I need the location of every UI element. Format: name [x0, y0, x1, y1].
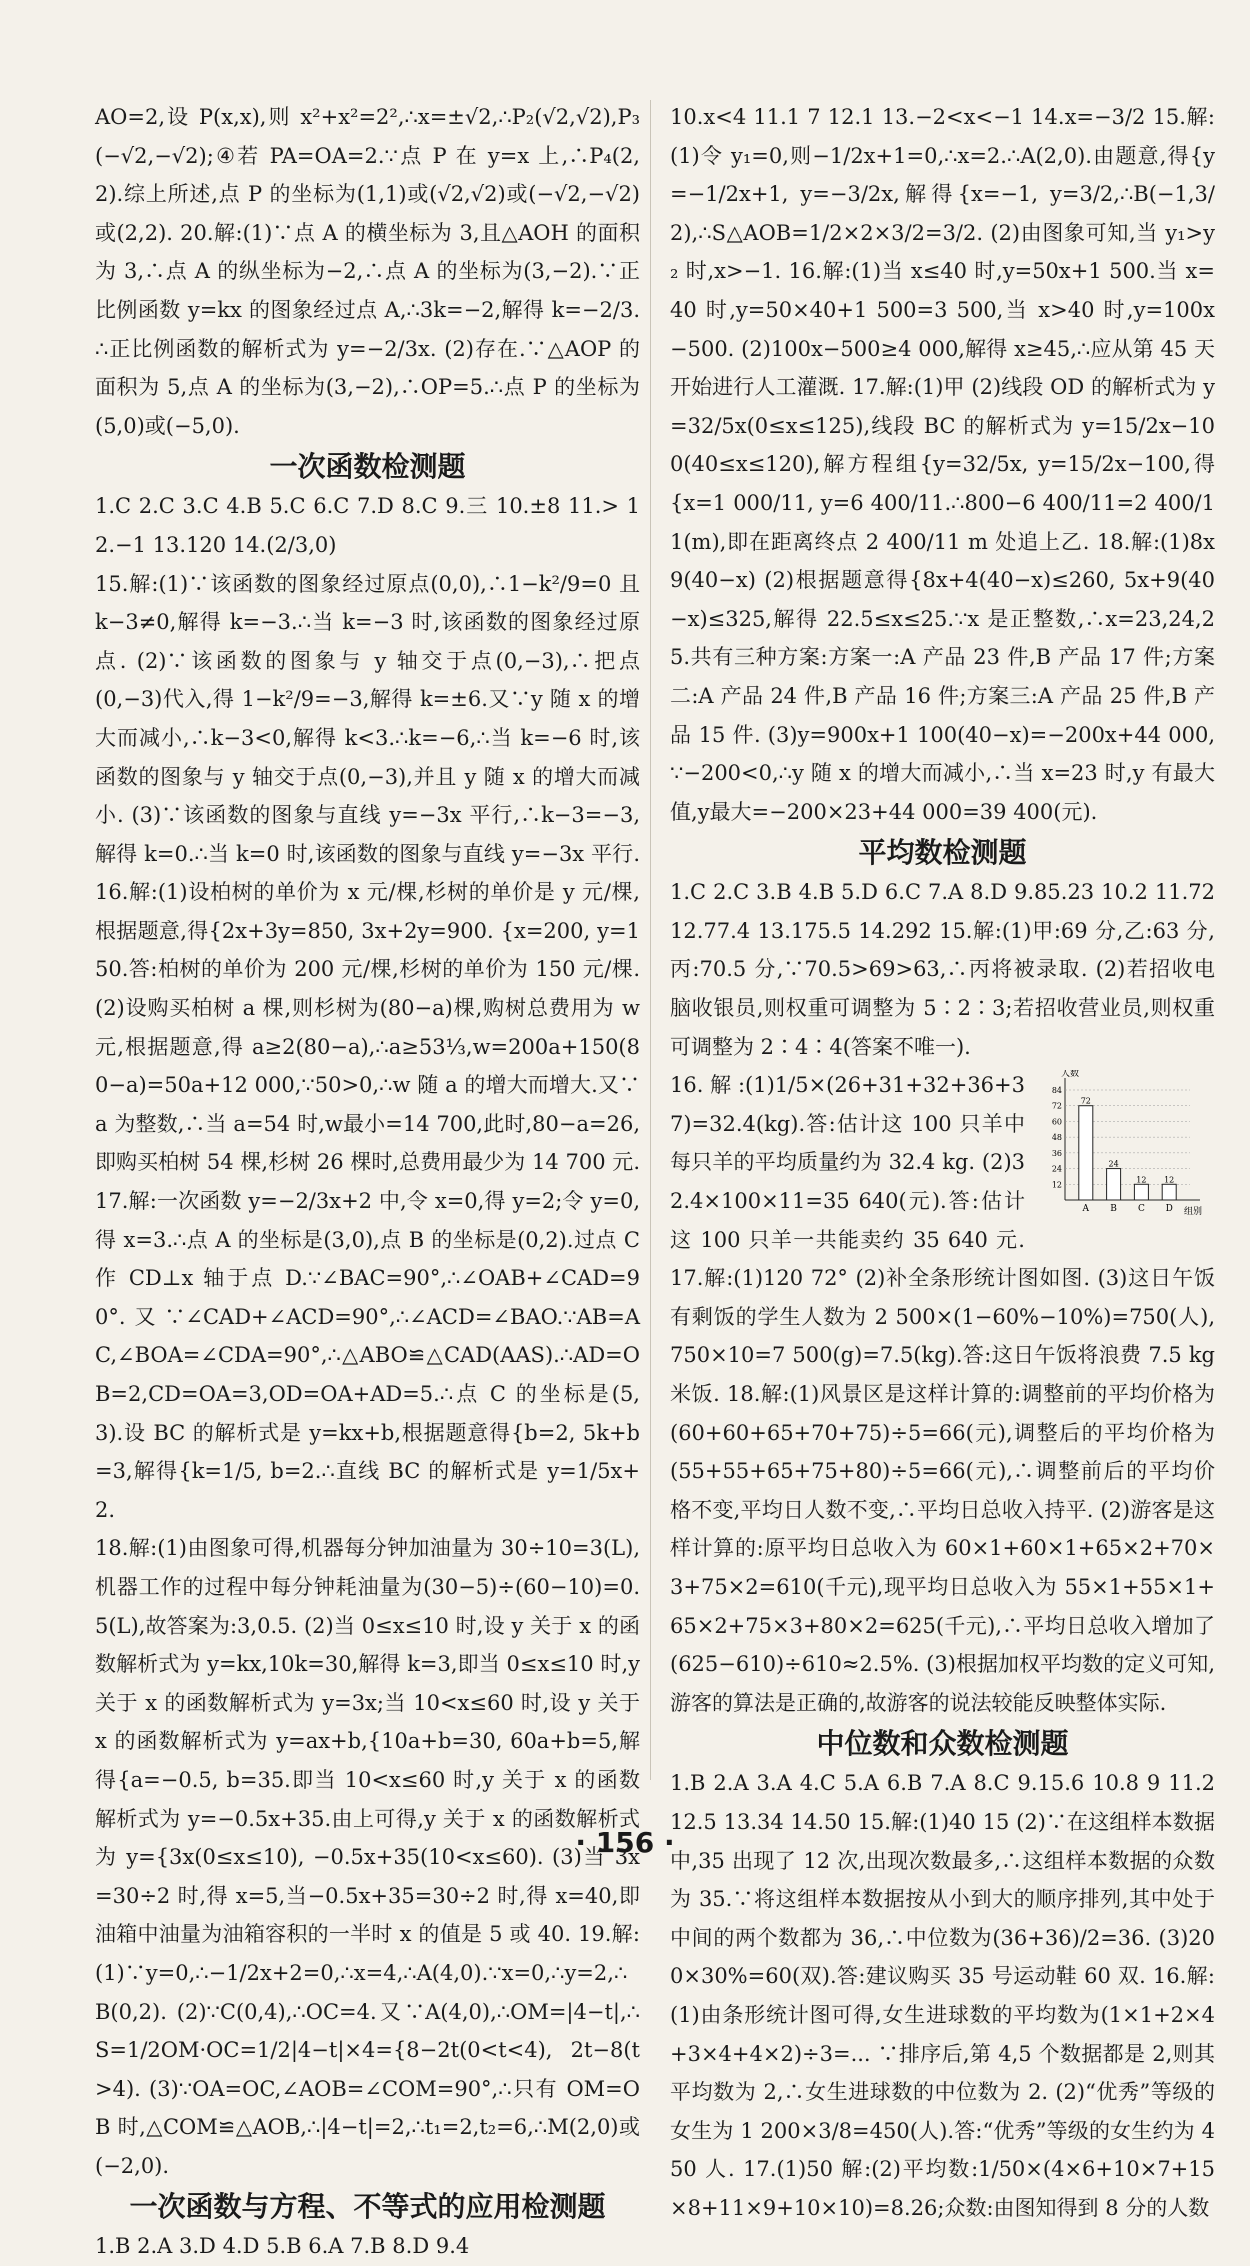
data-label: 12: [1164, 1175, 1175, 1185]
answer-paragraph: 10.x<4 11.1 7 12.1 13.−2<x<−1 14.x=−3/2 15.解:(1)令 y₁=0,则−1/2x+1=0,∴x=2.∴A(2,0).由题意,得{y=−1/2x+1, y=−3/2x,解得{x=−1, y=3/2,∴B(−1,3/2),∴S△AOB=1/2×2×3/2=3/2. (2)由图象可知,当 y₁>y₂ 时,x>−1. 16.解:(1)当 x≤40 时,y=50x+1 500.当 x=40 时,y=50×40+1 500=3 500,当 x>40 时,y=100x−500. (2)100x−500≥4 000,解得 x≥45,∴应从第 45 天开始进行人工灌溉. 17.解:(1)甲 (2)线段 OD 的解析式为 y=32/5x(0≤x≤125),线段 BC 的解析式为 y=15/2x−100(40≤x≤120),解方程组{y=32/5x, y=15/2x−100,得{x=1 000/11, y=6 400/11.∴800−6 400/11=2 400/11(m),即在距离终点 2 400/11 m 处追上乙. 18.解:(1)8x 9(40−x) (2)根据题意得{8x+4(40−x)≤260, 5x+9(40−x)≤325,解得 22.5≤x≤25.∵x 是正整数,∴x=23,24,25.共有三种方案:方案一:A 产品 23 件,B 产品 17 件;方案二:A 产品 24 件,B 产品 16 件;方案三:A 产品 25 件,B 产品 15 件. (3)y=900x+1 100(40−x)=−200x+44 000,∵−200<0,∴y 随 x 的增大而减小,∴当 x=23 时,y 有最大值,y最大=−200×23+44 000=39 400(元).: [670, 105, 1215, 824]
answer-paragraph: 1.C 2.C 3.B 4.B 5.D 6.C 7.A 8.D 9.85.23 10.2 11.72 12.77.4 13.175.5 14.292 15.解:(1)甲:69 分,乙:63 分,丙:70.5 分,∵70.5>69>63,∴丙将被录取. (2)若招收电脑收银员,则权重可调整为 5∶2∶3;若招收营业员,则权重可调整为 2∶4∶4(答案不唯一).: [670, 880, 1215, 1059]
y-tick-label: 48: [1051, 1133, 1062, 1143]
bar: [1162, 1185, 1176, 1201]
column-divider: [650, 100, 651, 1780]
answer-paragraph: 18.解:(1)由图象可得,机器每分钟加油量为 30÷10=3(L),机器工作的过程中每分钟耗油量为(30−5)÷(60−10)=0.5(L),故答案为:3,0.5. (2)当 0≤x≤10 时,设 y 关于 x 的函数解析式为 y=kx,10k=30,解得 k=3,即当 0≤x≤10 时,y 关于 x 的函数解析式为 y=3x;当 10<x≤60 时,设 y 关于 x 的函数解析式为 y=ax+b,{10a+b=30, 60a+b=5,解得{a=−0.5, b=35.即当 10<x≤60 时,y 关于 x 的函数解析式为 y=−0.5x+35.由上可得,y 关于 x 的函数解析式为 y={3x(0≤x≤10), −0.5x+35(10<x≤60). (3)当 3x=30÷2 时,得 x=5,当−0.5x+35=30÷2 时,得 x=40,即油箱中油量为油箱容积的一半时 x 的值是 5 或 40. 19.解:(1)∵y=0,∴−1/2x+2=0,∴x=4,∴A(4,0).∵x=0,∴y=2,∴B(0,2). (2)∵C(0,4),∴OC=4.又∵A(4,0),∴OM=|4−t|,∴S=1/2OM·OC=1/2|4−t|×4={8−2t(0<t<4), 2t−8(t>4). (3)∵OA=OC,∠AOB=∠COM=90°,∴只有 OM=OB 时,△COM≌△AOB,∴|4−t|=2,∴t₁=2,t₂=6,∴M(2,0)或(−2,0).: [95, 1536, 640, 2178]
answer-paragraph: 1.B 2.A 3.D 4.D 5.B 6.A 7.B 8.D 9.4: [95, 2234, 470, 2259]
y-tick-label: 84: [1051, 1086, 1062, 1096]
y-tick-label: 12: [1051, 1180, 1062, 1190]
x-tick-label: D: [1165, 1204, 1173, 1215]
y-tick-label: 72: [1051, 1101, 1062, 1111]
section-title: 中位数和众数检测题: [816, 1727, 1069, 1761]
y-tick-label: 60: [1051, 1117, 1062, 1127]
answer-paragraph: AO=2,设 P(x,x),则 x²+x²=2²,∴x=±√2,∴P₂(√2,√2),P₃(−√2,−√2);④若 PA=OA=2.∵点 P 在 y=x 上,∴P₄(2,2).综上所述,点 P 的坐标为(1,1)或(√2,√2)或(−√2,−√2)或(2,2). 20.解:(1)∵点 A 的横坐标为 3,且△AOH 的面积为 3,∴点 A 的纵坐标为−2,∴点 A 的坐标为(3,−2).∵正比例函数 y=kx 的图象经过点 A,∴3k=−2,解得 k=−2/3.∴正比例函数的解析式为 y=−2/3x. (2)存在.∵△AOP 的面积为 5,点 A 的坐标为(3,−2),∴OP=5.∴点 P 的坐标为(5,0)或(−5,0).: [95, 105, 640, 438]
right-column: [670, 98, 1215, 2227]
section-title: 平均数检测题: [858, 836, 1027, 870]
section-title: 一次函数与方程、不等式的应用检测题: [129, 2190, 606, 2224]
bar: [1107, 1169, 1121, 1200]
y-axis-label: 人数: [1061, 1070, 1080, 1080]
section-title: 一次函数检测题: [269, 450, 466, 484]
x-tick-label: B: [1110, 1204, 1117, 1215]
y-tick-label: 24: [1051, 1164, 1062, 1174]
x-tick-label: C: [1137, 1204, 1145, 1215]
x-tick-label: A: [1082, 1204, 1090, 1215]
data-label: 12: [1136, 1175, 1147, 1185]
left-column: [95, 98, 640, 2266]
answer-paragraph: 1.C 2.C 3.C 4.B 5.C 6.C 7.D 8.C 9.三 10.±8 11.> 12.−1 13.120 14.(2/3,0): [95, 494, 640, 557]
page-number: · 156 ·: [575, 1826, 675, 1859]
data-label: 24: [1108, 1159, 1119, 1169]
x-axis-label: 组别: [1184, 1207, 1203, 1218]
data-label: 72: [1080, 1096, 1091, 1106]
answer-paragraph: 16.解:(1)1/5×(26+31+32+36+37)=32.4(kg).答:估计这 100 只羊中每只羊的平均质量约为 32.4 kg. (2)32.4×100×11=35 640(元).答:估计这 100 只羊一共能卖约 35 640 元. 17.解:(1)120 72° (2)补全条形统计图如图. (3)这日午饭有剩饭的学生人数为 2 500×(1−60%−10%)=750(人),750×10=7 500(g)=7.5(kg).答:这日午饭将浪费 7.5 kg 米饭. 18.解:(1)风景区是这样计算的:调整前的平均价格为(60+60+65+70+75)÷5=66(元),调整后的平均价格为(55+55+65+75+80)÷5=66(元),∴调整前后的平均价格不变,平均日人数不变,∴平均日总收入持平. (2)游客是这样计算的:原平均日总收入为 60×1+60×1+65×2+70×3+75×2=610(千元),现平均日总收入为 55×1+55×1+65×2+75×3+80×2=625(千元),∴平均日总收入增加了(625−610)÷610≈2.5%. (3)根据加权平均数的定义可知,游客的算法是正确的,故游客的说法较能反映整体实际.: [670, 1073, 1215, 1715]
y-tick-label: 36: [1051, 1149, 1062, 1159]
answer-paragraph: 15.解:(1)∵该函数的图象经过原点(0,0),∴1−k²/9=0 且 k−3≠0,解得 k=−3.∴当 k=−3 时,该函数的图象经过原点. (2)∵该函数的图象与 y 轴交于点(0,−3),∴把点(0,−3)代入,得 1−k²/9=−3,解得 k=±6.又∵y 随 x 的增大而减小,∴k−3<0,解得 k<3.∴k=−6,∴当 k=−6 时,该函数的图象与 y 轴交于点(0,−3),并且 y 随 x 的增大而减小. (3)∵该函数的图象与直线 y=−3x 平行,∴k−3=−3,解得 k=0.∴当 k=0 时,该函数的图象与直线 y=−3x 平行. 16.解:(1)设柏树的单价为 x 元/棵,杉树的单价是 y 元/棵,根据题意,得{2x+3y=850, 3x+2y=900. {x=200, y=150.答:柏树的单价为 200 元/棵,杉树的单价为 150 元/棵. (2)设购买柏树 a 棵,则杉树为(80−a)棵,购树总费用为 w 元,根据题意,得 a≥2(80−a),∴a≥53⅓,w=200a+150(80−a)=50a+12 000,∵50>0,∴w 随 a 的增大而增大.又∵a 为整数,∴当 a=54 时,w最小=14 700,此时,80−a=26,即购买柏树 54 棵,杉树 26 棵时,总费用最少为 14 700 元. 17.解:一次函数 y=−2/3x+2 中,令 x=0,得 y=2;令 y=0,得 x=3.∴点 A 的坐标是(3,0),点 B 的坐标是(0,2).过点 C 作 CD⊥x 轴于点 D.∵∠BAC=90°,∴∠OAB+∠CAD=90°.又∵∠CAD+∠ACD=90°,∴∠ACD=∠BAO.∵AB=AC,∠BOA=∠CDA=90°,∴△ABO≌△CAD(AAS).∴AD=OB=2,CD=OA=3,OD=OA+AD=5.∴点 C 的坐标是(5,3).设 BC 的解析式是 y=kx+b,根据题意得{b=2, 5k+b=3,解得{k=1/5, b=2.∴直线 BC 的解析式是 y=1/5x+2.: [95, 571, 640, 1522]
bar: [1134, 1185, 1148, 1201]
bar: [1079, 1106, 1093, 1200]
answer-paragraph: 1.B 2.A 3.A 4.C 5.A 6.B 7.A 8.C 9.15.6 10.8 9 11.2 12.5 13.34 14.50 15.解:(1)40 15 (2)∵在这组样本数据中,35 出现了 12 次,出现次数最多,∴这组样本数据的众数为 35.∵将这组样本数据按从小到大的顺序排列,其中处于中间的两个数都为 36,∴中位数为(36+36)/2=36. (3)200×30%=60(双).答:建议购买 35 号运动鞋 60 双. 16.解:(1)由条形统计图可得,女生进球数的平均数为(1×1+2×4+3×4+4×2)÷3=... ∵排序后,第 4,5 个数据都是 2,则其平均数为 2,∴女生进球数的中位数为 2. (2)“优秀”等级的女生为 1 200×3/8=450(人).答:“优秀”等级的女生约为 450 人. 17.(1)50 解:(2)平均数:1/50×(4×6+10×7+15×8+11×9+10×10)=8.26;众数:由图知得到 8 分的人数: [670, 1771, 1215, 2220]
bar-chart: [1035, 1070, 1215, 1220]
